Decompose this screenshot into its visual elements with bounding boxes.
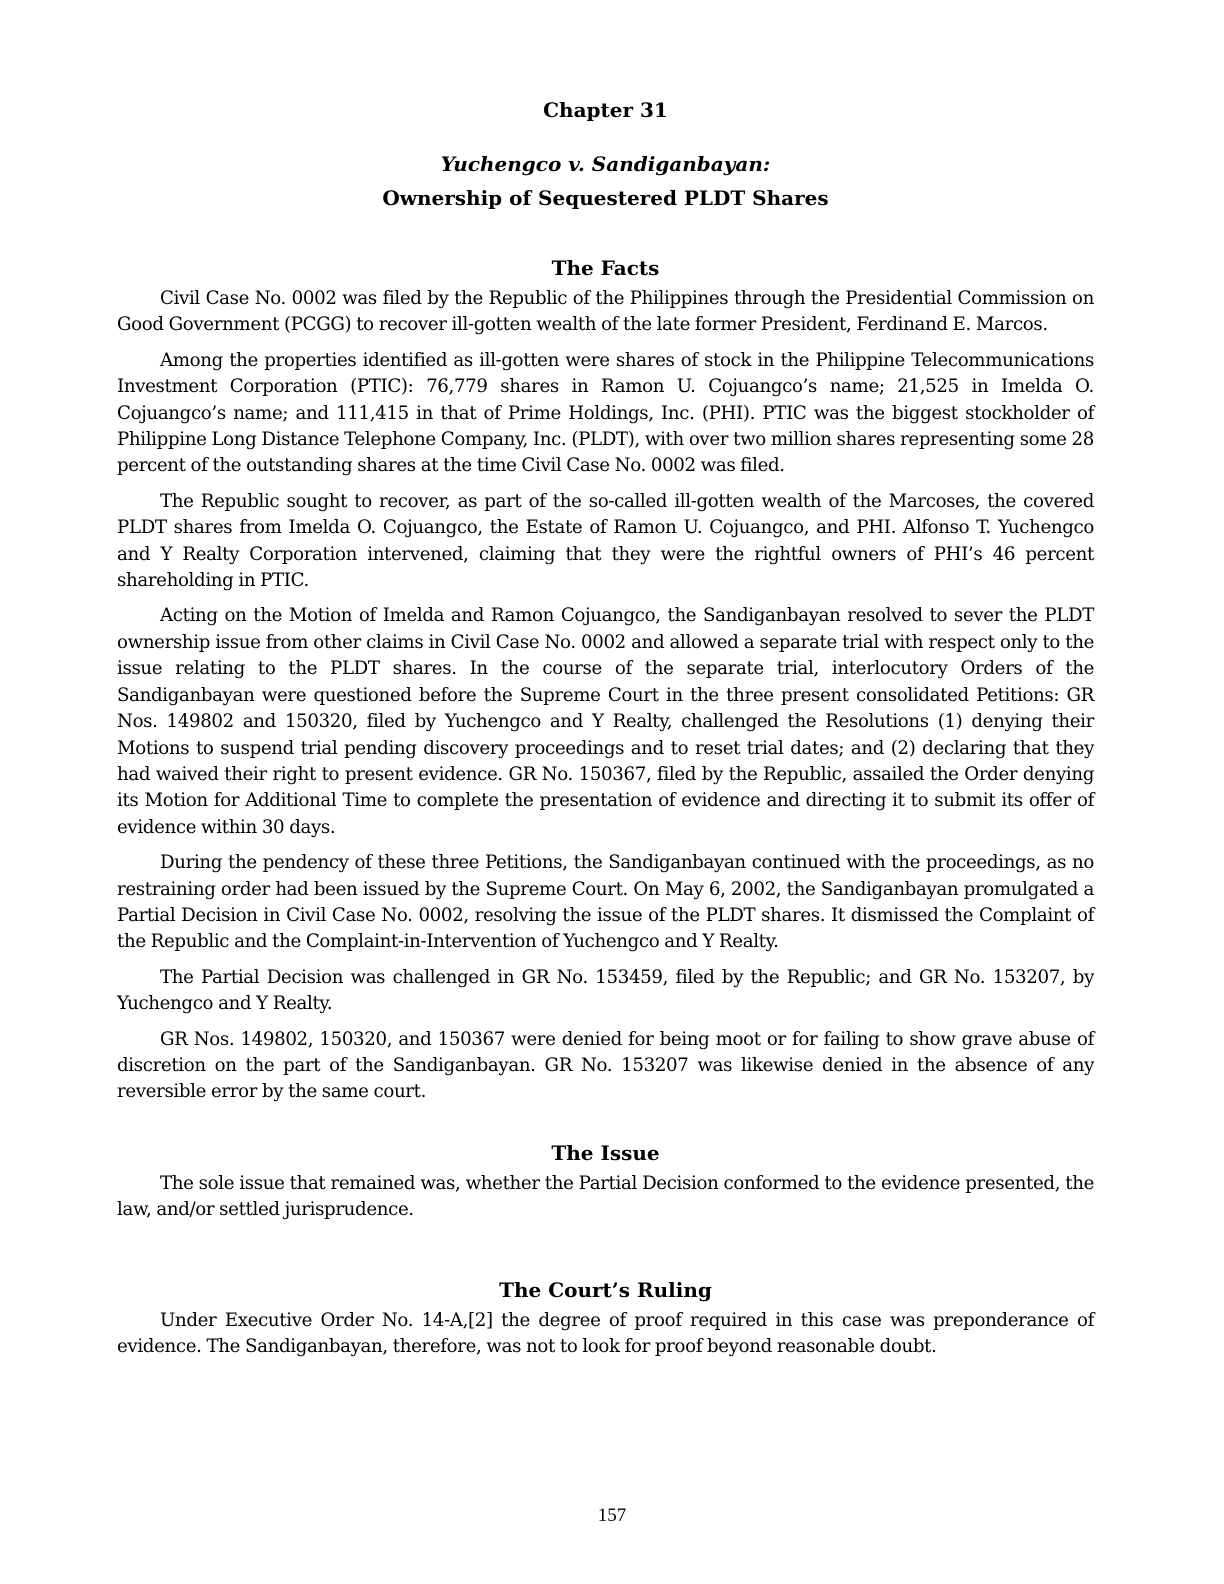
facts-paragraph: The Republic sought to recover, as part of the so-called ill-gotten wealth of the Marcoses, the covered PLDT shares from Imelda O. Cojuangco, the Estate of Ramon U. Cojuangco, and PHI. Alfonso T. Yuchengco and Y Realty Corporation intervened, claiming that they were the rightful owners of PHI’s 46 percent shareholding in PTIC. [117, 490, 1094, 592]
issue-section [117, 1139, 1094, 1224]
case-subtitle: Ownership of Sequestered PLDT Shares [382, 186, 829, 210]
facts-heading: The Facts [551, 256, 660, 280]
ruling-section [117, 1276, 1094, 1361]
facts-section [117, 254, 1094, 1106]
issue-heading: The Issue [551, 1140, 660, 1165]
chapter-heading: Chapter 31 [543, 98, 668, 122]
facts-paragraph: Civil Case No. 0002 was filed by the Republic of the Philippines through the Presidential Commission on Good Government (PCGG) to recover ill-gotten wealth of the late former President, Ferdinand E. Marcos. [117, 288, 1094, 336]
facts-paragraph: During the pendency of these three Petitions, the Sandiganbayan continued with the proceedings, as no restraining order had been issued by the Supreme Court. On May 6, 2002, the Sandiganbayan promulgated a Partial Decision in Civil Case No. 0002, resolving the issue of the PLDT shares. It dismissed the Complaint of the Republic and the Complaint-in-Intervention of Yuchengco and Y Realty. [117, 852, 1094, 953]
ruling-paragraph: Under Executive Order No. 14-A,[2] the degree of proof required in this case was preponderance of evidence. The Sandiganbayan, therefore, was not to look for proof beyond reasonable doubt. [117, 1309, 1094, 1357]
facts-paragraph: Acting on the Motion of Imelda and Ramon Cojuangco, the Sandiganbayan resolved to sever the PLDT ownership issue from other claims in Civil Case No. 0002 and allowed a separate trial with respect only to the issue relating to the PLDT shares. In the course of the separate trial, interlocutory Orders of the Sandiganbayan were questioned before the Supreme Court in the three present consolidated Petitions: GR Nos. 149802 and 150320, filed by Yuchengco and Y Realty, challenged the Resolutions (1) denying their Motions to suspend trial pending discovery proceedings and to reset trial dates; and (2) declaring that they had waived their right to present evidence. GR No. 150367, filed by the Republic, assailed the Order denying its Motion for Additional Time to complete the presentation of evidence and directing it to submit its offer of evidence within 30 days. [117, 605, 1094, 838]
case-title: Yuchengco v. Sandiganbayan: [440, 152, 771, 176]
page-number: 157 [597, 1505, 627, 1526]
ruling-heading: The Court’s Ruling [499, 1277, 712, 1302]
document-page [117, 96, 1094, 1369]
issue-paragraph: The sole issue that remained was, whether the Partial Decision conformed to the evidence presented, the law, and/or settled jurisprudence. [117, 1172, 1094, 1221]
facts-paragraph: The Partial Decision was challenged in GR No. 153459, filed by the Republic; and GR No. 153207, by Yuchengco and Y Realty. [117, 966, 1094, 1015]
facts-paragraph: GR Nos. 149802, 150320, and 150367 were denied for being moot or for failing to show grave abuse of discretion on the part of the Sandiganbayan. GR No. 153207 was likewise denied in the absence of any reversible error by the same court. [117, 1028, 1094, 1103]
facts-paragraph: Among the properties identified as ill-gotten were shares of stock in the Philippine Telecommunications Investment Corporation (PTIC): 76,779 shares in Ramon U. Cojuangco’s name; 21,525 in Imelda O. Cojuangco’s name; and 111,415 in that of Prime Holdings, Inc. (PHI). PTIC was the biggest stockholder of Philippine Long Distance Telephone Company, Inc. (PLDT), with over two million shares representing some 28 percent of the outstanding shares at the time Civil Case No. 0002 was filed. [117, 349, 1094, 477]
